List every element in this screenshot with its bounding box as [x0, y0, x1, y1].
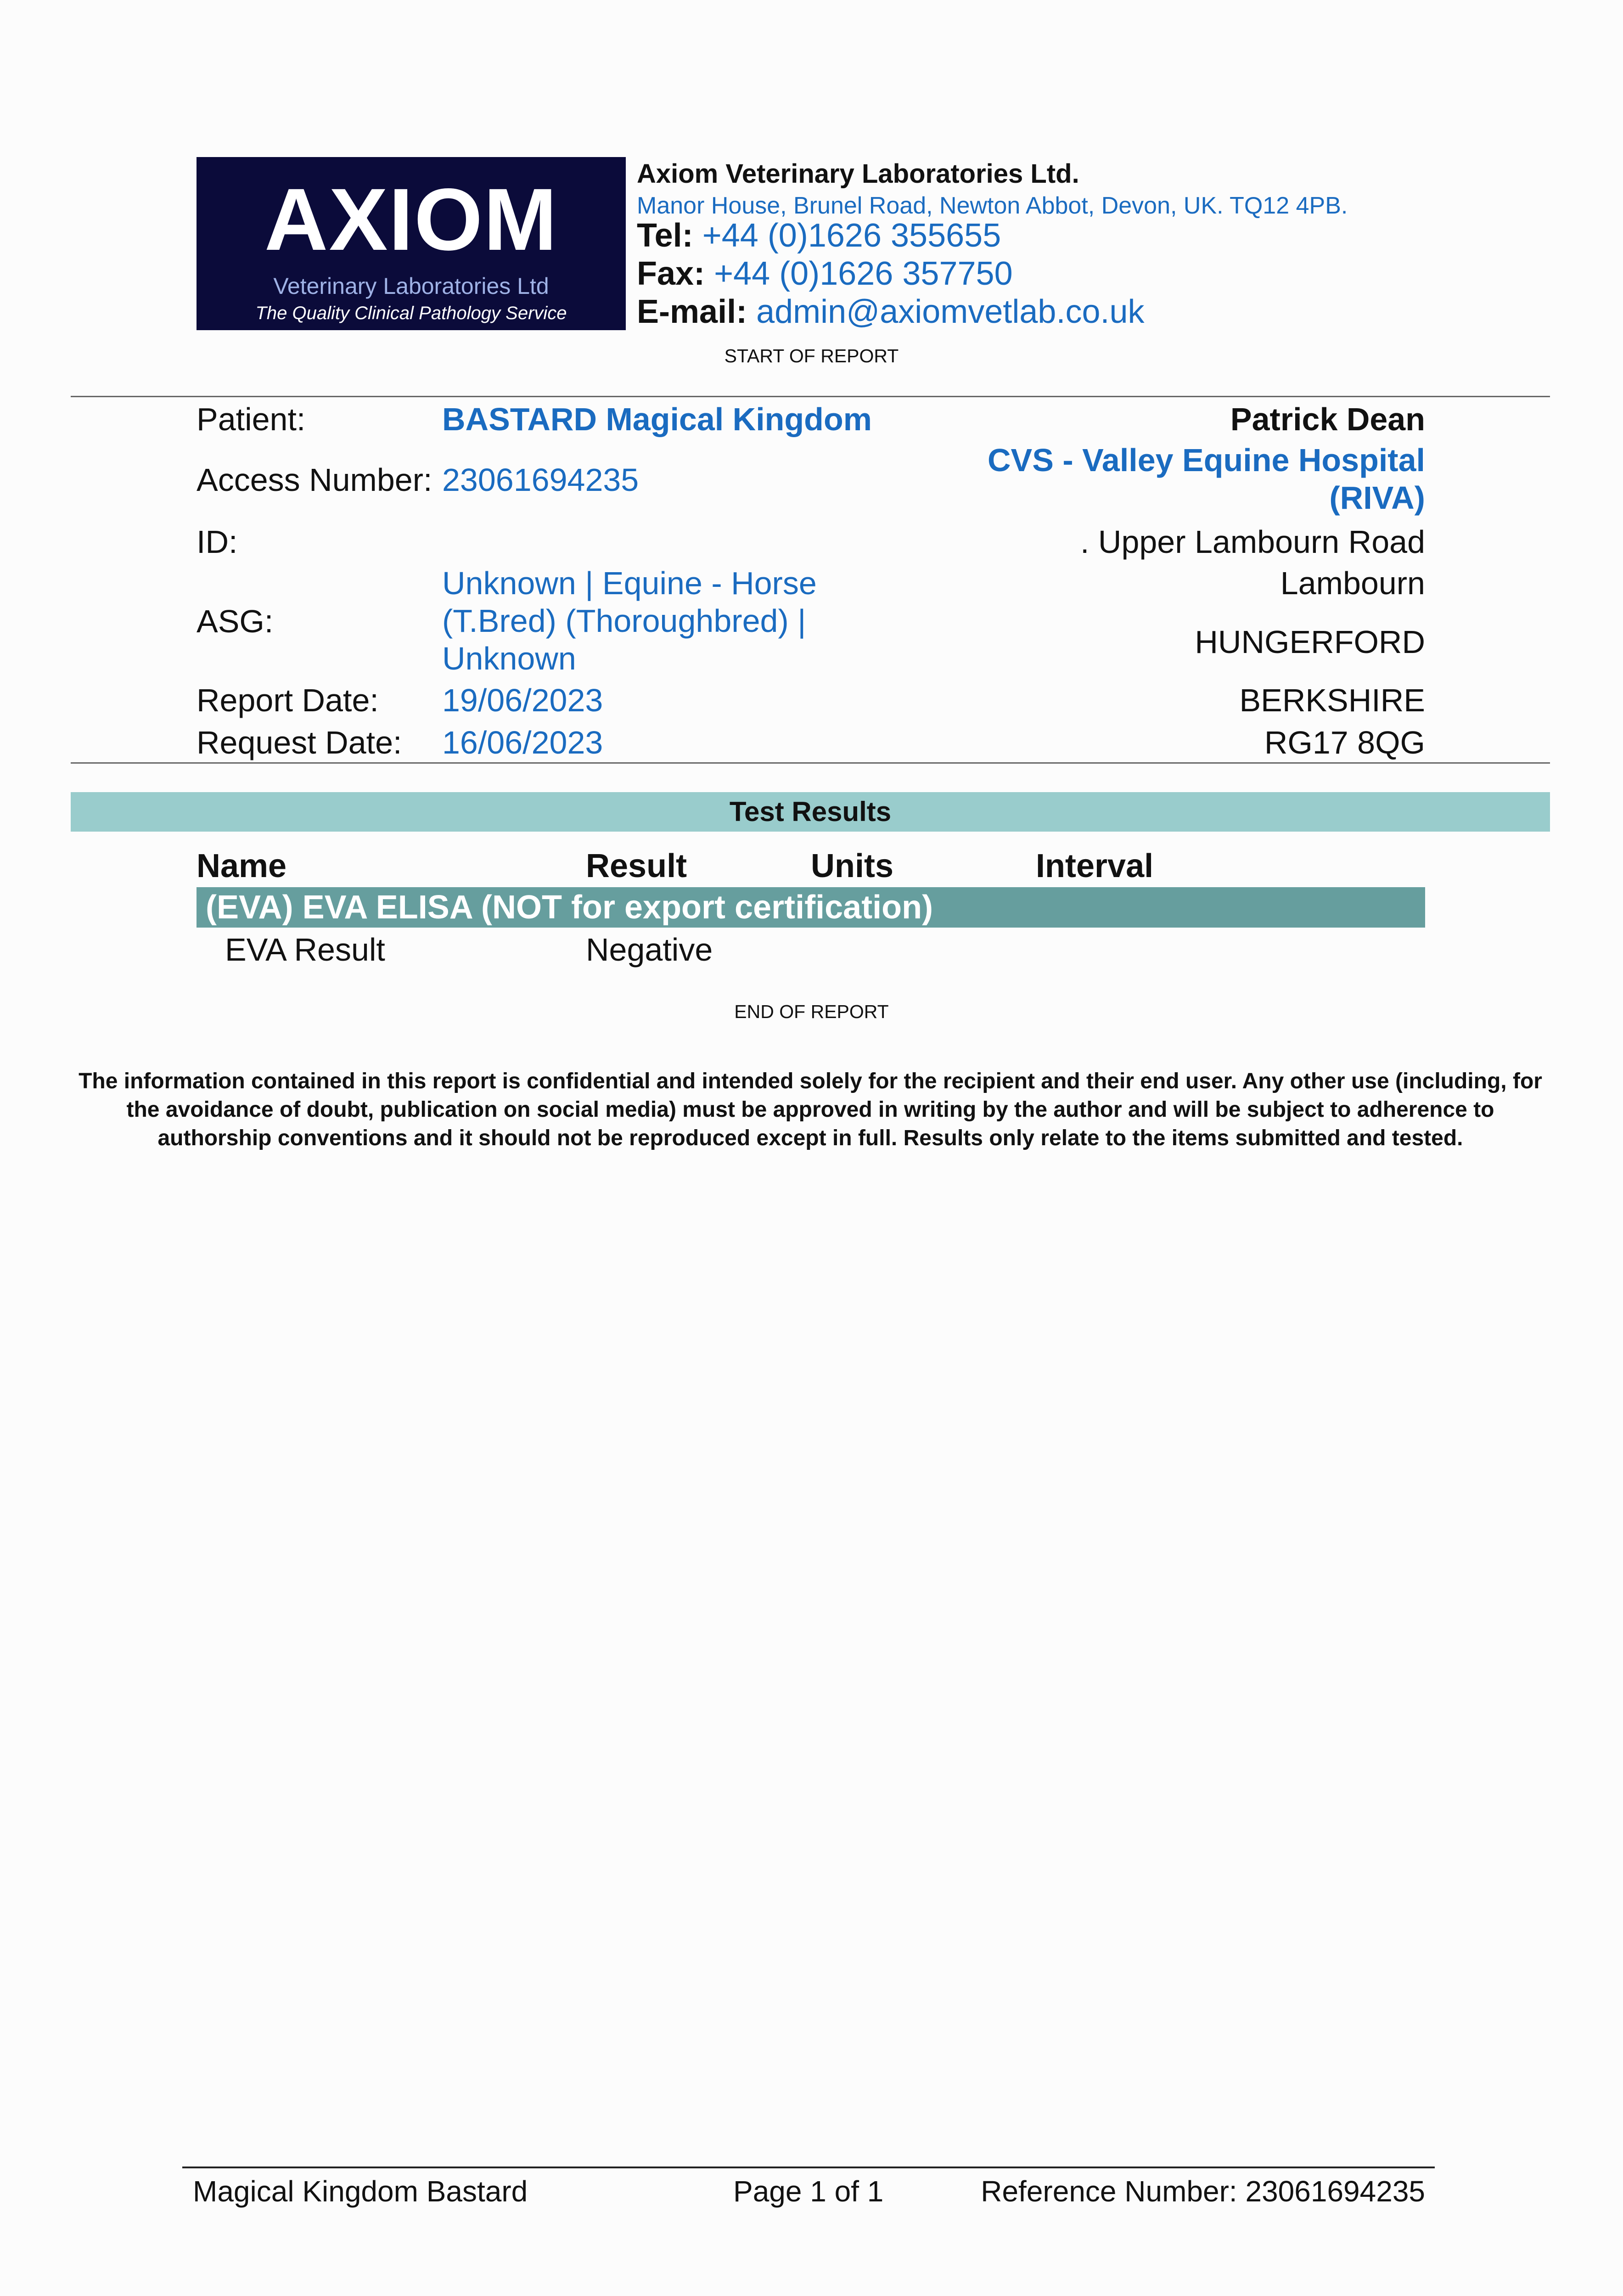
company-fax: [637, 255, 1013, 293]
recipient-county: BERKSHIRE: [1239, 682, 1425, 718]
fax-value: +44 (0)1626 357750: [714, 255, 1013, 292]
asg-line-2: (T.Bred) (Thoroughbred) |: [442, 603, 806, 639]
footer-divider: [182, 2167, 1435, 2168]
company-logo: [197, 157, 626, 330]
report-date-value: 19/06/2023: [442, 682, 603, 718]
asg-label: ASG:: [197, 603, 274, 639]
practice-line-1: CVS - Valley Equine Hospital: [987, 442, 1425, 478]
company-address: Manor House, Brunel Road, Newton Abbot, Devon, UK. TQ12 4PB.: [637, 192, 1348, 219]
result-row-value: Negative: [586, 932, 713, 968]
patient-value: BASTARD Magical Kingdom: [442, 401, 872, 437]
confidentiality-disclaimer: The information contained in this report is confidential and intended solely for the recipient and their end user. Any other use (including, for the avoidance of doubt, publication on social media) must be approved in writing by the author and will be subject to adherence to authorship conventions and it should not be reproduced except in full. Results only relate to the items submitted and tested.: [79, 1069, 1542, 1150]
fax-label: Fax:: [637, 255, 705, 292]
column-name: Name: [197, 848, 287, 884]
end-of-report: END OF REPORT: [734, 1001, 889, 1022]
company-tel: [637, 217, 1001, 254]
logo-tagline: The Quality Clinical Pathology Service: [255, 303, 567, 323]
asg-line-1: Unknown | Equine - Horse: [442, 565, 817, 601]
id-label: ID:: [197, 524, 238, 560]
patient-label: Patient:: [197, 401, 306, 437]
access-number-value: 23061694235: [442, 462, 639, 498]
company-name: Axiom Veterinary Laboratories Ltd.: [637, 159, 1079, 189]
tel-value: +44 (0)1626 355655: [702, 217, 1001, 254]
access-number-label: Access Number:: [197, 462, 432, 498]
header-divider: [71, 396, 1550, 397]
report-date-label: Report Date:: [197, 682, 379, 718]
practice-line-2: (RIVA): [1329, 480, 1425, 516]
logo-title: AXIOM: [264, 170, 558, 269]
recipient-postcode: RG17 8QG: [1264, 725, 1425, 760]
asg-line-3: Unknown: [442, 641, 576, 676]
logo-subtitle: Veterinary Laboratories Ltd: [273, 273, 549, 299]
test-group-header: [197, 887, 1425, 928]
recipient-address-2: Lambourn: [1280, 565, 1425, 601]
request-date-value: 16/06/2023: [442, 725, 603, 760]
column-units: Units: [811, 848, 893, 884]
start-of-report: START OF REPORT: [724, 345, 899, 366]
recipient-town: HUNGERFORD: [1195, 624, 1425, 660]
email-value: admin@axiomvetlab.co.uk: [756, 293, 1145, 330]
test-group-name: (EVA) EVA ELISA (NOT for export certification): [206, 889, 933, 926]
request-date-label: Request Date:: [197, 725, 402, 760]
test-results-heading: Test Results: [71, 792, 1550, 832]
column-interval: Interval: [1036, 848, 1154, 884]
recipient-address-1: . Upper Lambourn Road: [1080, 524, 1425, 560]
result-row-name: EVA Result: [225, 932, 385, 968]
tel-label: Tel:: [637, 217, 693, 254]
footer-patient: Magical Kingdom Bastard: [193, 2175, 528, 2208]
footer-reference: Reference Number: 23061694235: [981, 2175, 1425, 2208]
company-email: [637, 293, 1145, 331]
recipient-name: Patrick Dean: [1230, 401, 1425, 437]
patient-divider: [71, 762, 1550, 764]
footer-page-number: Page 1 of 1: [733, 2175, 884, 2208]
column-result: Result: [586, 848, 687, 884]
email-label: E-mail:: [637, 293, 747, 330]
